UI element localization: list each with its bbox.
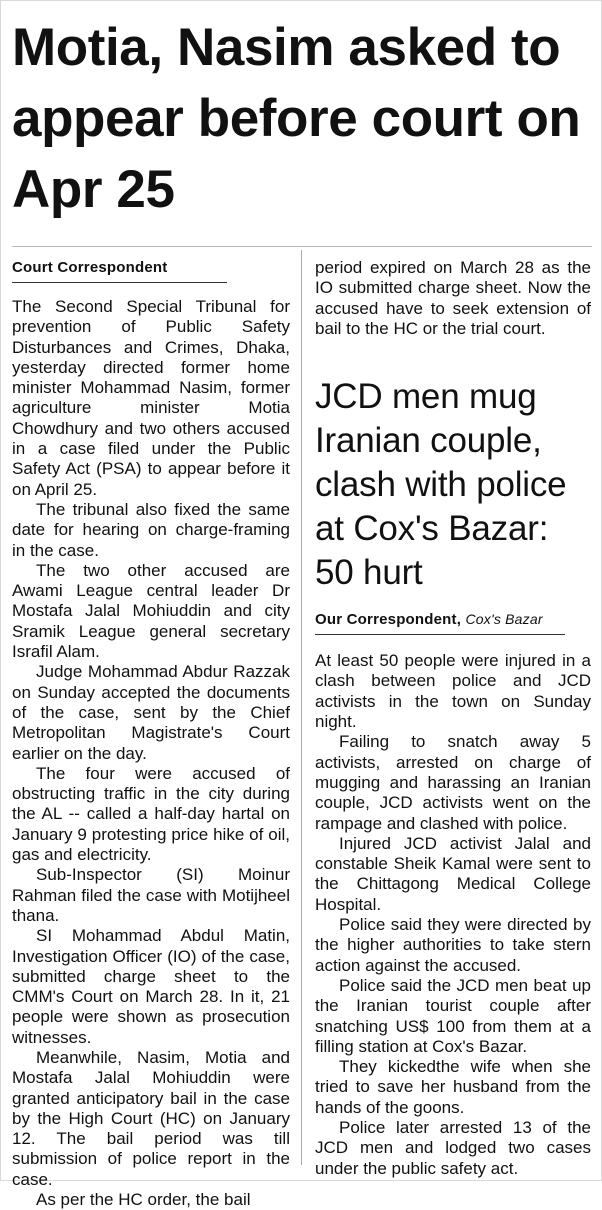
main-byline-block [12, 258, 227, 283]
main-paragraph-7: SI Mohammad Abdul Matin, Investigation Officer (IO) of the case, submitted charge sheet to the CMM's Court on March 28. In it, 21 people were shown as prosecution witnesses. [12, 926, 290, 1047]
main-paragraph-1: The Second Special Tribunal for prevention of Public Safety Disturbances and Crimes, Dhaka, yesterday directed former home minister Mohammad Nasim, former agriculture minister Motia Chowdhury and two others accused in a case filed under the Public Safety Act (PSA) to appear before it on April 25. [12, 297, 290, 499]
right-column [315, 258, 591, 1179]
main-byline-text: Court Correspondent [12, 259, 168, 276]
main-paragraph-4: Judge Mohammad Abdur Razzak on Sunday accepted the documents of the case, sent by the Chief Metropolitan Magistrate's Court earlier on the day. [12, 662, 290, 763]
second-paragraph-3: Injured JCD activist Jalal and constable Sheik Kamal were sent to the Chittagong Medical College Hospital. [315, 833, 591, 914]
main-paragraph-9: As per the HC order, the bail [36, 1190, 251, 1210]
second-paragraph-2: Failing to snatch away 5 activists, arrested on charge of mugging and harassing an Iranian couple, JCD activists went on the rampage and clashed with police. [315, 732, 591, 833]
second-paragraph-5: Police said the JCD men beat up the Iranian tourist couple after snatching US$ 100 from them at a filling station at Cox's Bazar. [315, 975, 591, 1056]
second-byline [315, 609, 565, 630]
second-byline-place: Cox's Bazar [465, 611, 543, 628]
second-paragraph-4: Police said they were directed by the higher authorities to take stern action against the accused. [315, 915, 591, 975]
main-paragraph-8: Meanwhile, Nasim, Motia and Mostafa Jalal Mohiuddin were granted anticipatory bail in the case by the High Court (HC) on January 12. The bail period was till submission of police report in the case. [12, 1047, 290, 1189]
main-story-column [12, 258, 290, 1210]
main-byline [12, 258, 227, 278]
second-paragraph-7: Police later arrested 13 of the JCD men and lodged two cases under the public safety act. [315, 1118, 591, 1178]
main-paragraph-2: The tribunal also fixed the same date for hearing on charge-framing in the case. [12, 499, 290, 560]
second-paragraph-6: They kickedthe wife when she tried to save her husband from the hands of the goons. [315, 1057, 591, 1117]
main-paragraph-6: Sub-Inspector (SI) Moinur Rahman filed the case with Motijheel thana. [12, 865, 290, 925]
main-paragraph-3: The two other accused are Awami League central leader Dr Mostafa Jalal Mohiuddin and city Sramik League general secretary Israfil Alam. [12, 560, 290, 662]
headline-rule [12, 246, 592, 247]
main-paragraph-5: The four were accused of obstructing traffic in the city during the AL -- called a half-day hartal on January 9 protesting price hike of oil, gas and electricity. [12, 763, 290, 865]
second-paragraph-1: At least 50 people were injured in a clash between police and JCD activists in the town on Sunday night. [315, 651, 591, 732]
column-divider [301, 250, 302, 1165]
main-headline: Motia, Nasim asked to appear before court on Apr 25 [12, 18, 581, 219]
second-headline: JCD men mug Iranian couple, clash with police at Cox's Bazar: 50 hurt [315, 377, 567, 593]
second-byline-block [315, 609, 565, 635]
main-story-continuation: period expired on March 28 as the IO submitted charge sheet. Now the accused have to seek extension of bail to the HC or the trial court. [315, 258, 591, 338]
second-byline-text: Our Correspondent, [315, 611, 462, 629]
